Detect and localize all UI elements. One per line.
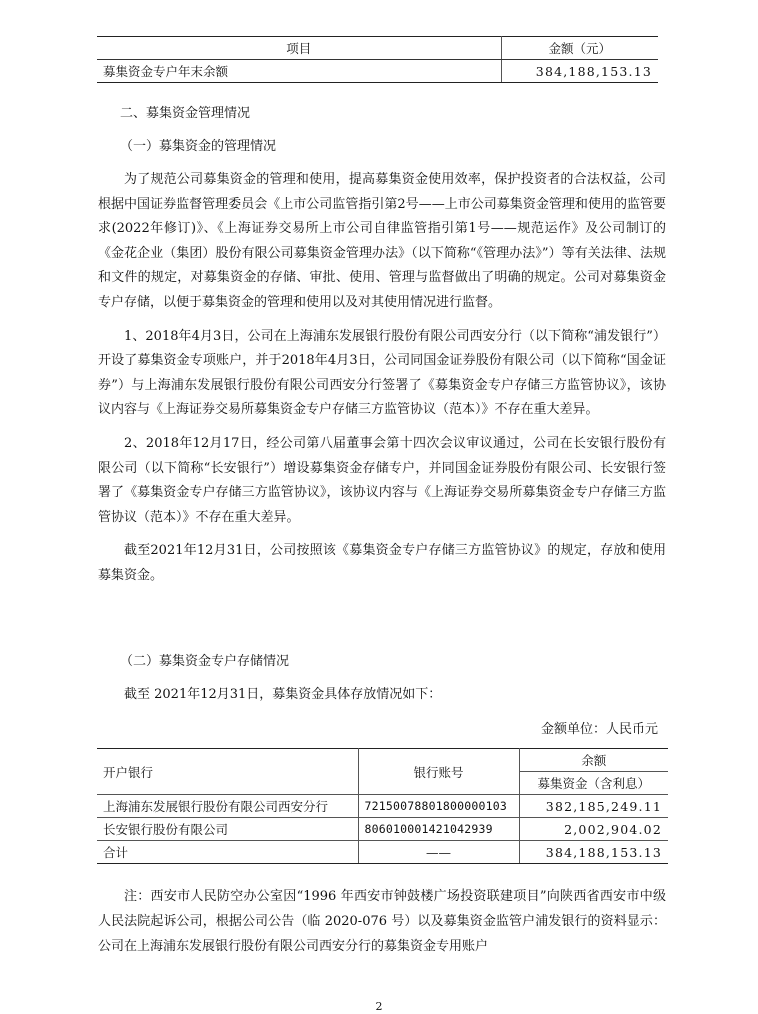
balance-subheader: 募集资金（含利息） [519, 772, 668, 795]
bank-account-table [97, 748, 668, 864]
note-paragraph: 注：西安市人民防空办公室因“1996 年西安市钟鼓楼广场投资联建项目”向陕西省西安市中级人民法院起诉公司，根据公司公告（临 2020-076 号）以及募集资金监管户浦发银行的资料显示：公司在上海浦东发展银行股份有限公司西安分行的募集资金专用账户 [98, 889, 666, 954]
amount-cell: 2,002,904.02 [519, 818, 668, 841]
note-section [98, 884, 666, 959]
total-label: 合计 [97, 841, 358, 864]
paragraph-1: 为了规范公司募集资金的管理和使用，提高募集资金使用效率，保护投资者的合法权益，公司根据中国证券监督管理委员会《上市公司监管指引第2号——上市公司募集资金管理和使用的监管要求(2022年修订)》、《上海证券交易所上市公司自律监管指引第1号——规范运作》及公司制订的《金花企业（集团）股份有限公司募集资金管理办法》（以下简称“《管理办法》”）等有关法律、法规和文件的规定，对募集资金的存储、审批、使用、管理与监督做出了明确的规定。公司对募集资金专户存储，以便于募集资金的管理和使用以及对其使用情况进行监督。 [98, 172, 666, 310]
subsection-1-title: （一）募集资金的管理情况 [120, 139, 277, 154]
total-amount: 384,188,153.13 [519, 841, 668, 864]
as-of-statement: 截至 2021年12月31日，募集资金具体存放情况如下： [124, 687, 442, 702]
summary-row-value: 384,188,153.13 [501, 60, 658, 83]
summary-table [97, 36, 658, 83]
summary-row-label: 募集资金专户年末余额 [97, 60, 501, 83]
account-number-cell: 806010001421042939 [358, 818, 519, 841]
summary-header-item: 项目 [97, 37, 501, 60]
body-text [98, 168, 666, 589]
total-row [97, 841, 668, 864]
account-col-header: 银行账号 [358, 749, 519, 795]
account-number-cell: 72150078801800000103 [358, 795, 519, 818]
paragraph-3: 2、2018年12月17日，经公司第八届董事会第十四次会议审议通过，公司在长安银行股份有限公司（以下简称“长安银行”）增设募集资金存储专户，并同国金证券股份有限公司、长安银行签署了《募集资金专户存储三方监管协议》，该协议内容与《上海证券交易所募集资金专户存储三方监管协议（范本）》不存在重大差异。 [98, 435, 666, 525]
amount-unit-label: 金额单位：人民币元 [540, 722, 658, 737]
amount-cell: 382,185,249.11 [519, 795, 668, 818]
bank-name-cell: 上海浦东发展银行股份有限公司西安分行 [97, 795, 358, 818]
paragraph-4: 截至2021年12月31日，公司按照该《募集资金专户存储三方监管协议》的规定，存放和使用募集资金。 [98, 543, 666, 583]
summary-header-amount: 金额（元） [501, 37, 658, 60]
page-number: 2 [375, 1000, 383, 1013]
table-row [97, 795, 668, 818]
balance-col-header: 余额 [519, 749, 668, 772]
section-title: 二、募集资金管理情况 [120, 106, 251, 121]
table-row [97, 818, 668, 841]
total-account: —— [358, 841, 519, 864]
bank-name-cell: 长安银行股份有限公司 [97, 818, 358, 841]
bank-col-header: 开户银行 [97, 749, 358, 795]
paragraph-2: 1、2018年4月3日，公司在上海浦东发展银行股份有限公司西安分行（以下简称“浦发银行”）开设了募集资金专项账户，并于2018年4月3日，公司同国金证券股份有限公司（以下简称“国金证券”）与上海浦东发展银行股份有限公司西安分行签署了《募集资金专户存储三方监管协议》，该协议内容与《上海证券交易所募集资金专户存储三方监管协议（范本）》不存在重大差异。 [98, 328, 666, 418]
subsection-2-title: （二）募集资金专户存储情况 [120, 654, 290, 669]
